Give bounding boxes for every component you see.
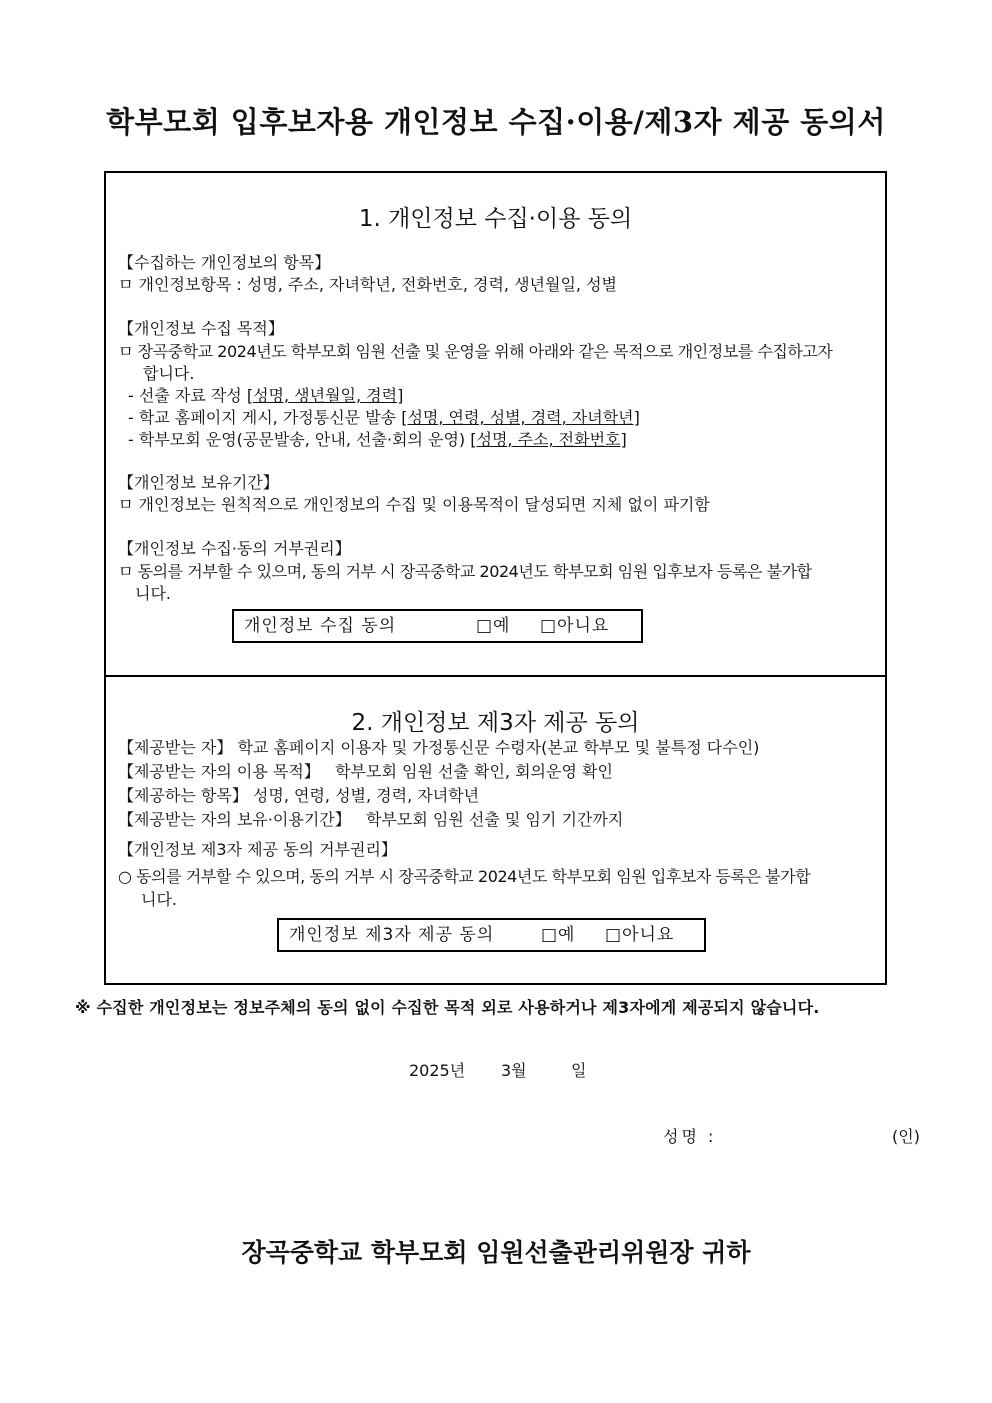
recipient-heading: 【제공받는 자】 [118, 738, 233, 757]
consent-no-checkbox[interactable]: □아니요 [540, 616, 610, 636]
recipient-text: 학교 홈페이지 이용자 및 가정통신문 수령자(본교 학부모 및 불특정 다수인) [237, 738, 760, 757]
use-row [118, 761, 613, 783]
signature-label: 성명 : [663, 1127, 717, 1146]
signature-seal: (인) [892, 1127, 920, 1146]
section2-title: 2. 개인정보 제3자 제공 동의 [351, 710, 640, 736]
third-party-no-checkbox[interactable]: □아니요 [605, 925, 675, 945]
section1-title: 1. 개인정보 수집·이용 동의 [358, 206, 633, 232]
purpose-text: ㅁ 장곡중학교 2024년도 학부모회 임원 선출 및 운영을 위해 아래와 같은 목적으로 개인정보를 수집하고자 [118, 342, 833, 361]
refusal-heading: 【개인정보 수집·동의 거부권리】 [118, 539, 351, 558]
period-text: 학부모회 임원 선출 및 임기 기간까지 [366, 810, 624, 829]
purpose-text-cont: 합니다. [143, 364, 195, 383]
use-text: 학부모회 임원 선출 확인, 회의운영 확인 [335, 762, 613, 781]
consent-box-collection [232, 609, 643, 643]
third-party-yes-checkbox[interactable]: □예 [541, 925, 576, 945]
purpose-bullet-3-prefix: - 학부모회 운영(공문발송, 안내, 선출·회의 운영) [128, 430, 471, 449]
third-party-refusal-heading: 【개인정보 제3자 제공 동의 거부권리】 [118, 840, 397, 859]
period-row [118, 809, 623, 831]
third-party-refusal-text: ○ 동의를 거부할 수 있으며, 동의 거부 시 장곡중학교 2024년도 학부모회 임원 입후보자 등록은 불가합 [118, 867, 811, 886]
section-divider [104, 675, 887, 677]
period-heading: 【제공받는 자의 보유·이용기간】 [118, 810, 351, 829]
refusal-text-cont: 니다. [135, 584, 171, 603]
purpose-bullet-1 [128, 385, 403, 407]
addressee: 장곡중학교 학부모회 임원선출관리위원장 귀하 [241, 1238, 751, 1267]
third-party-refusal-text-cont: 니다. [141, 890, 177, 909]
retention-heading: 【개인정보 보유기간】 [118, 473, 279, 492]
purpose-heading: 【개인정보 수집 목적】 [118, 319, 284, 338]
purpose-bullet-3-fields: [성명, 주소, 전화번호] [470, 430, 627, 449]
purpose-bullet-1-prefix: - 선출 자료 작성 [128, 386, 247, 405]
purpose-bullet-1-fields: [성명, 생년월일, 경력] [246, 386, 404, 405]
third-party-consent-label: 개인정보 제3자 제공 동의 [289, 925, 495, 945]
consent-yes-checkbox[interactable]: □예 [476, 616, 511, 636]
consent-label: 개인정보 수집 동의 [244, 616, 397, 636]
date-day: 일 [571, 1061, 587, 1080]
retention-text: ㅁ 개인정보는 원칙적으로 개인정보의 수집 및 이용목적이 달성되면 지체 없이 파기함 [118, 495, 710, 514]
provided-row [118, 785, 479, 807]
document-title: 학부모회 입후보자용 개인정보 수집·이용/제3자 제공 동의서 [106, 105, 886, 139]
refusal-text: ㅁ 동의를 거부할 수 있으며, 동의 거부 시 장곡중학교 2024년도 학부모회 임원 입후보자 등록은 불가합 [118, 562, 812, 581]
recipient-row [118, 737, 759, 759]
purpose-bullet-2-fields: [성명, 연령, 성별, 경력, 자녀학년] [401, 408, 640, 427]
provided-heading: 【제공하는 항목】 [118, 786, 248, 805]
date-year: 2025년 [409, 1061, 466, 1080]
date-month: 3월 [501, 1061, 527, 1080]
purpose-bullet-2 [128, 407, 640, 429]
use-heading: 【제공받는 자의 이용 목적】 [118, 762, 320, 781]
privacy-notice: ※ 수집한 개인정보는 정보주체의 동의 없이 수집한 목적 외로 사용하거나 제3자에게 제공되지 않습니다. [75, 998, 820, 1017]
purpose-bullet-2-prefix: - 학교 홈페이지 게시, 가정통신문 발송 [128, 408, 402, 427]
consent-box-third-party [277, 918, 706, 952]
items-text: ㅁ 개인정보항목 : 성명, 주소, 자녀학년, 전화번호, 경력, 생년월일, 성별 [118, 275, 617, 294]
provided-text: 성명, 연령, 성별, 경력, 자녀학년 [252, 786, 480, 805]
items-heading: 【수집하는 개인정보의 항목】 [118, 253, 331, 272]
purpose-bullet-3 [128, 429, 627, 451]
